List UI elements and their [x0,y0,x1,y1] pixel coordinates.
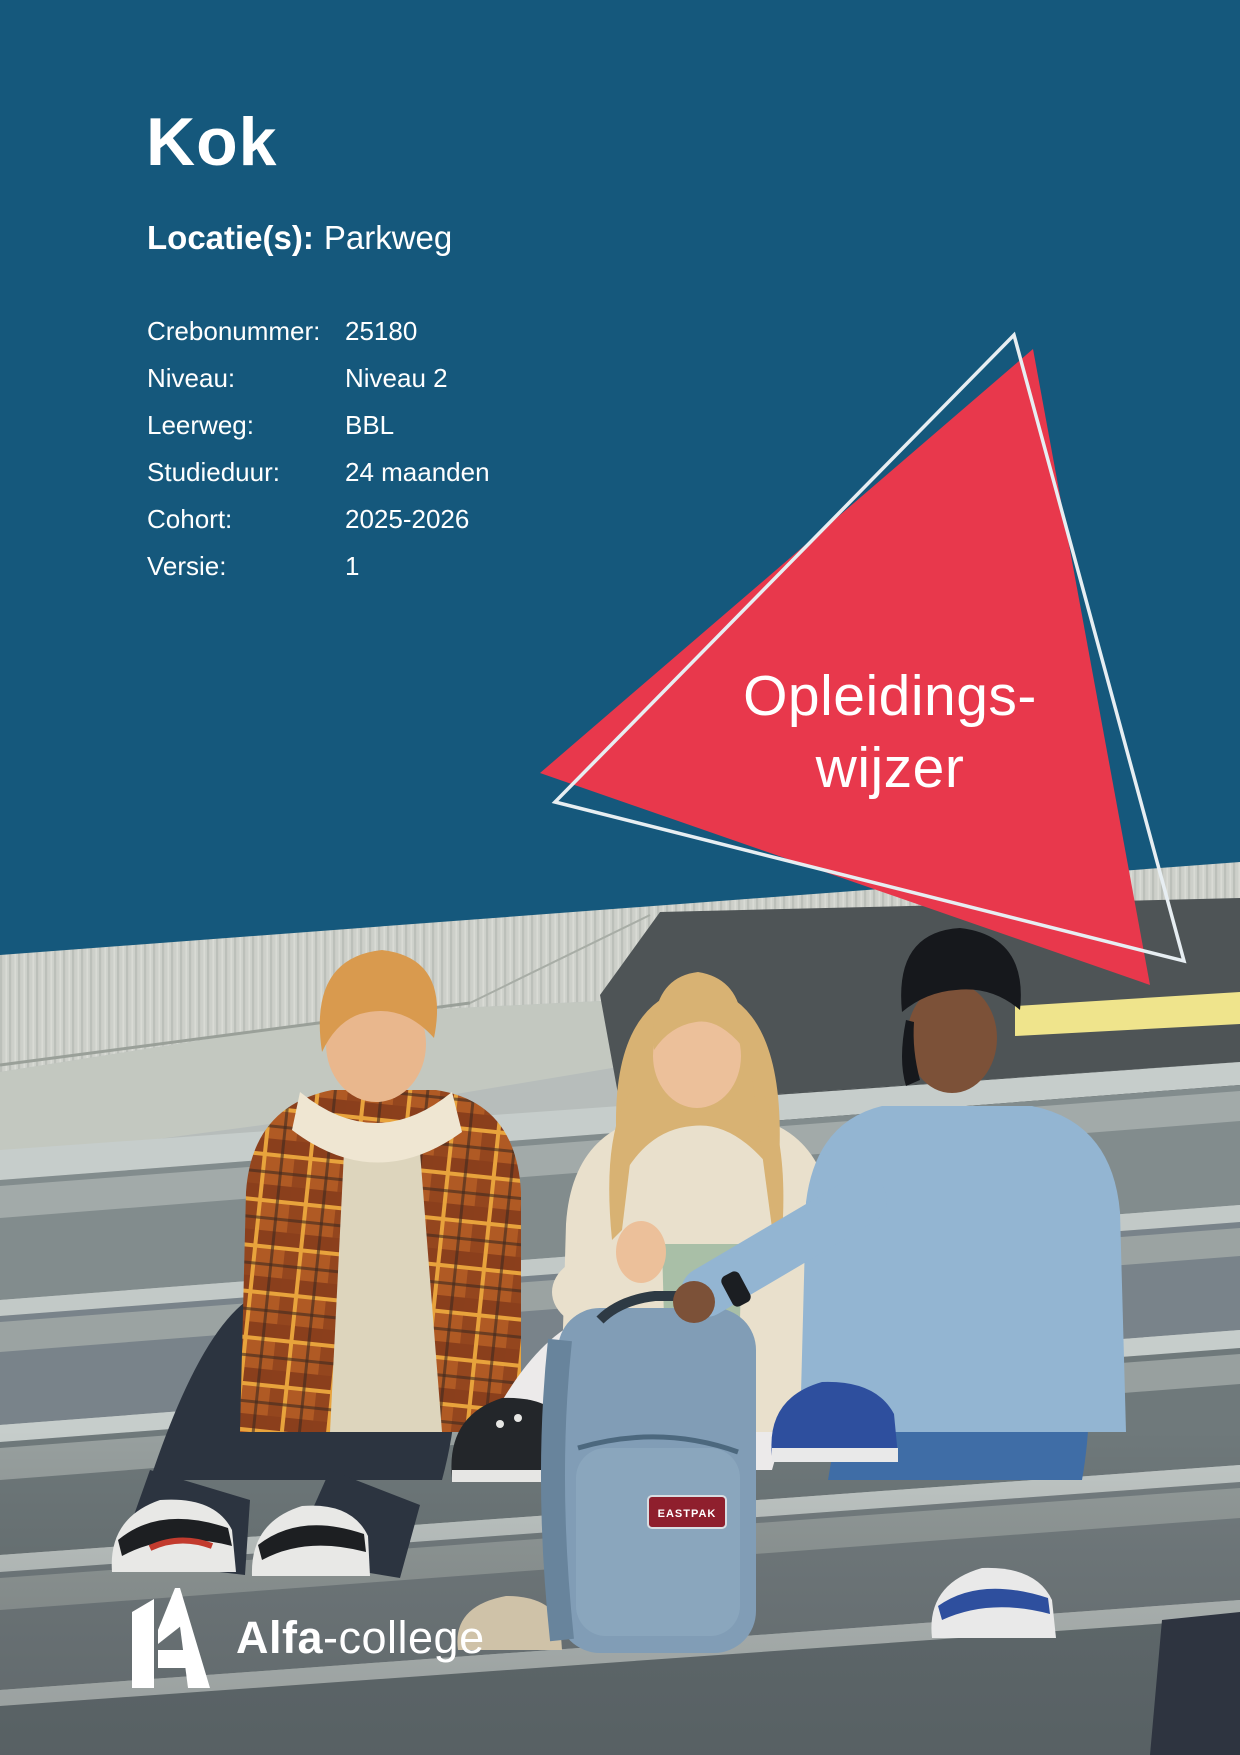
location-line [147,218,452,258]
detail-row-cohort: Cohort: 2025-2026 [147,504,470,534]
location-value: Parkweg [323,219,453,256]
detail-row-niveau: Niveau: Niveau 2 [147,363,448,393]
location-label: Locatie(s): [147,219,314,256]
logo-suffix-text: -college [323,1612,485,1663]
backpack-brand-label: EASTPAK [657,1508,717,1520]
alfa-college-logo-icon [128,1588,210,1688]
opleidingswijzer-banner [560,660,1220,804]
banner-line-2: wijzer [815,736,965,800]
logo-brand-text: Alfa [236,1612,324,1663]
detail-row-versie: Versie: 1 [147,551,360,581]
detail-row-crebonummer: Crebonummer: 25180 [147,316,418,346]
photo-dark-object [1150,1612,1240,1755]
page-title: Kok [146,104,278,180]
alfa-college-logo [128,1588,485,1688]
program-details [147,318,490,600]
detail-row-studieduur: Studieduur: 24 maanden [147,457,490,487]
logo-wordmark [236,1612,485,1664]
detail-row-leerweg: Leerweg: BBL [147,410,395,440]
banner-line-1: Opleidings- [743,664,1037,728]
photo-backpack [553,1296,756,1653]
